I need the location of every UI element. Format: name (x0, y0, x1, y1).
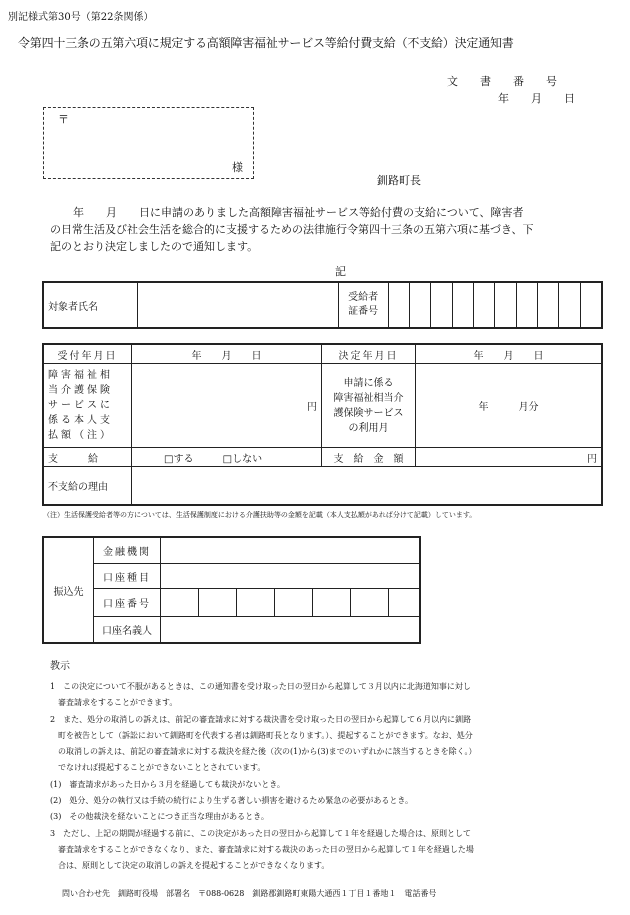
usage-month-label: 申請に係る 障害福祉相当介 護保険サービス の利用月 (322, 364, 416, 448)
payment-options (132, 447, 322, 466)
cert-digit[interactable] (452, 283, 473, 328)
decision-date-label: 決定年月日 (322, 345, 416, 364)
instruction-line: (2) 処分、処分の執行又は手続の続行により生ずる著しい損害を避けるため緊急の必要があるとき。 (50, 796, 414, 806)
payment-no-checkbox[interactable]: □しない (222, 453, 263, 465)
received-date-value[interactable]: 年 月 日 (132, 345, 322, 364)
ki-heading: 記 (335, 265, 346, 278)
body-line-1: 年 月 日に申請のありました高額障害福祉サービス等給付費の支給について、障害者 (73, 206, 524, 219)
instruction-line: 審査請求をすることができます。 (50, 698, 178, 708)
payment-label: 支 給 (44, 447, 132, 466)
cert-digit[interactable] (537, 283, 558, 328)
account-digit[interactable] (275, 589, 313, 617)
account-digit[interactable] (237, 589, 275, 617)
account-number-label: 口座番号 (94, 589, 161, 617)
form-number: 別記様式第30号（第22条関係） (8, 12, 154, 23)
instruction-line: 合は、原則として決定の取消しの訴えを提起することができなくなります。 (50, 861, 330, 871)
bank-name-field[interactable] (161, 538, 420, 564)
decision-table (43, 344, 602, 505)
instruction-line: (3) その他裁決を経ないことにつき正当な理由があるとき。 (50, 812, 269, 822)
cert-digit[interactable] (495, 283, 516, 328)
footnote: （注）生活保護受給者等の方については、生活保護制度における介護扶助等の金額を記載（本人支払額があれば分けて記載）しています。 (43, 511, 477, 519)
cert-digit[interactable] (473, 283, 494, 328)
recipient-name-field[interactable] (137, 283, 338, 328)
postal-mark: 〒 (58, 113, 69, 126)
payment-amount-value[interactable]: 円 (416, 447, 602, 466)
document-title: 令第四十三条の五第六項に規定する高額障害福祉サービス等給付費支給（不支給）決定通知書 (18, 36, 514, 50)
account-type-label: 口座種目 (94, 563, 161, 589)
instruction-line: 1 この決定について不服があるときは、この通知書を受け取った日の翌日から起算して３月以内に北海道知事に対し (50, 682, 471, 691)
honorific: 様 (232, 161, 243, 174)
account-digit[interactable] (199, 589, 237, 617)
account-type-field[interactable] (161, 563, 420, 589)
decision-date-value[interactable]: 年 月 日 (416, 345, 602, 364)
payment-amount-label: 支 給 金 額 (322, 447, 416, 466)
account-digit[interactable] (161, 589, 199, 617)
self-payment-label: 障害福祉相 当介護保険 サービスに 係る本人支 払額（注） (44, 364, 132, 448)
usage-month-value[interactable]: 年 月分 (416, 364, 602, 448)
cert-digit[interactable] (409, 283, 430, 328)
self-payment-amount[interactable]: 円 (132, 364, 322, 448)
payment-yes-checkbox[interactable]: □する (164, 453, 194, 465)
instruction-line: (1) 審査請求があった日から３月を経過しても裁決がないとき。 (50, 779, 285, 789)
recipient-name-label: 対象者氏名 (44, 283, 138, 328)
cert-digit[interactable] (431, 283, 452, 328)
account-digit[interactable] (389, 589, 420, 617)
document-number-label: 文 書 番 号 (447, 75, 557, 88)
document-date-label: 年 月 日 (498, 92, 575, 105)
instruction-list (50, 679, 477, 875)
non-payment-reason-field[interactable] (132, 467, 602, 505)
instruction-line: 町を被告として（訴訟において釧路町を代表する者は釧路町長となります。）、提起することができます。なお、処分 (50, 730, 473, 740)
instruction-line: の取消しの訴えは、前記の審査請求に対する裁決を経た後（次の(1)から(3)までのいずれかに該当するときを除く。） (50, 747, 477, 757)
instruction-line: 審査請求をすることができなくなり、また、審査請求に対する裁決のあった日の翌日から起算して１年を経過した場 (50, 844, 474, 854)
bank-table (43, 537, 420, 643)
account-holder-label: 口座名義人 (94, 617, 161, 643)
issuer: 釧路町長 (377, 174, 421, 187)
received-date-label: 受付年月日 (44, 345, 132, 364)
body-line-2: の日常生活及び社会生活を総合的に支援するための法律施行令第四十三条の五第六項に基づき、下 (50, 223, 534, 236)
cert-digit[interactable] (580, 283, 601, 328)
body-line-3: 記のとおり決定しましたので通知します。 (50, 240, 259, 253)
account-digit[interactable] (313, 589, 351, 617)
address-box (43, 107, 254, 179)
contact-footer: 問い合わせ先 釧路町役場 部署名 〒088-0628 釧路郡釧路町東陽大通西１丁目１番地１ 電話番号 (62, 889, 437, 898)
instruction-title: 教示 (50, 661, 70, 672)
instruction-line: 3 ただし、上記の期間が経過する前に、この決定があった日の翌日から起算して１年を経過した場合は、原則として (50, 828, 472, 838)
recipient-table (43, 282, 602, 328)
cert-digit[interactable] (388, 283, 409, 328)
account-digit[interactable] (351, 589, 389, 617)
account-holder-field[interactable] (161, 617, 420, 643)
cert-digit[interactable] (516, 283, 537, 328)
cert-digit[interactable] (559, 283, 580, 328)
instruction-line: 2 また、処分の取消しの訴えは、前記の審査請求に対する裁決書を受け取った日の翌日から起算して６月以内に釧路 (50, 714, 472, 724)
bank-name-label: 金融機関 (94, 538, 161, 564)
instruction-line: でなければ提起することができないこととされています。 (50, 763, 266, 773)
transfer-destination-label: 振込先 (44, 538, 94, 643)
non-payment-reason-label: 不支給の理由 (44, 467, 132, 505)
certificate-number-label: 受給者 証番号 (338, 283, 388, 328)
